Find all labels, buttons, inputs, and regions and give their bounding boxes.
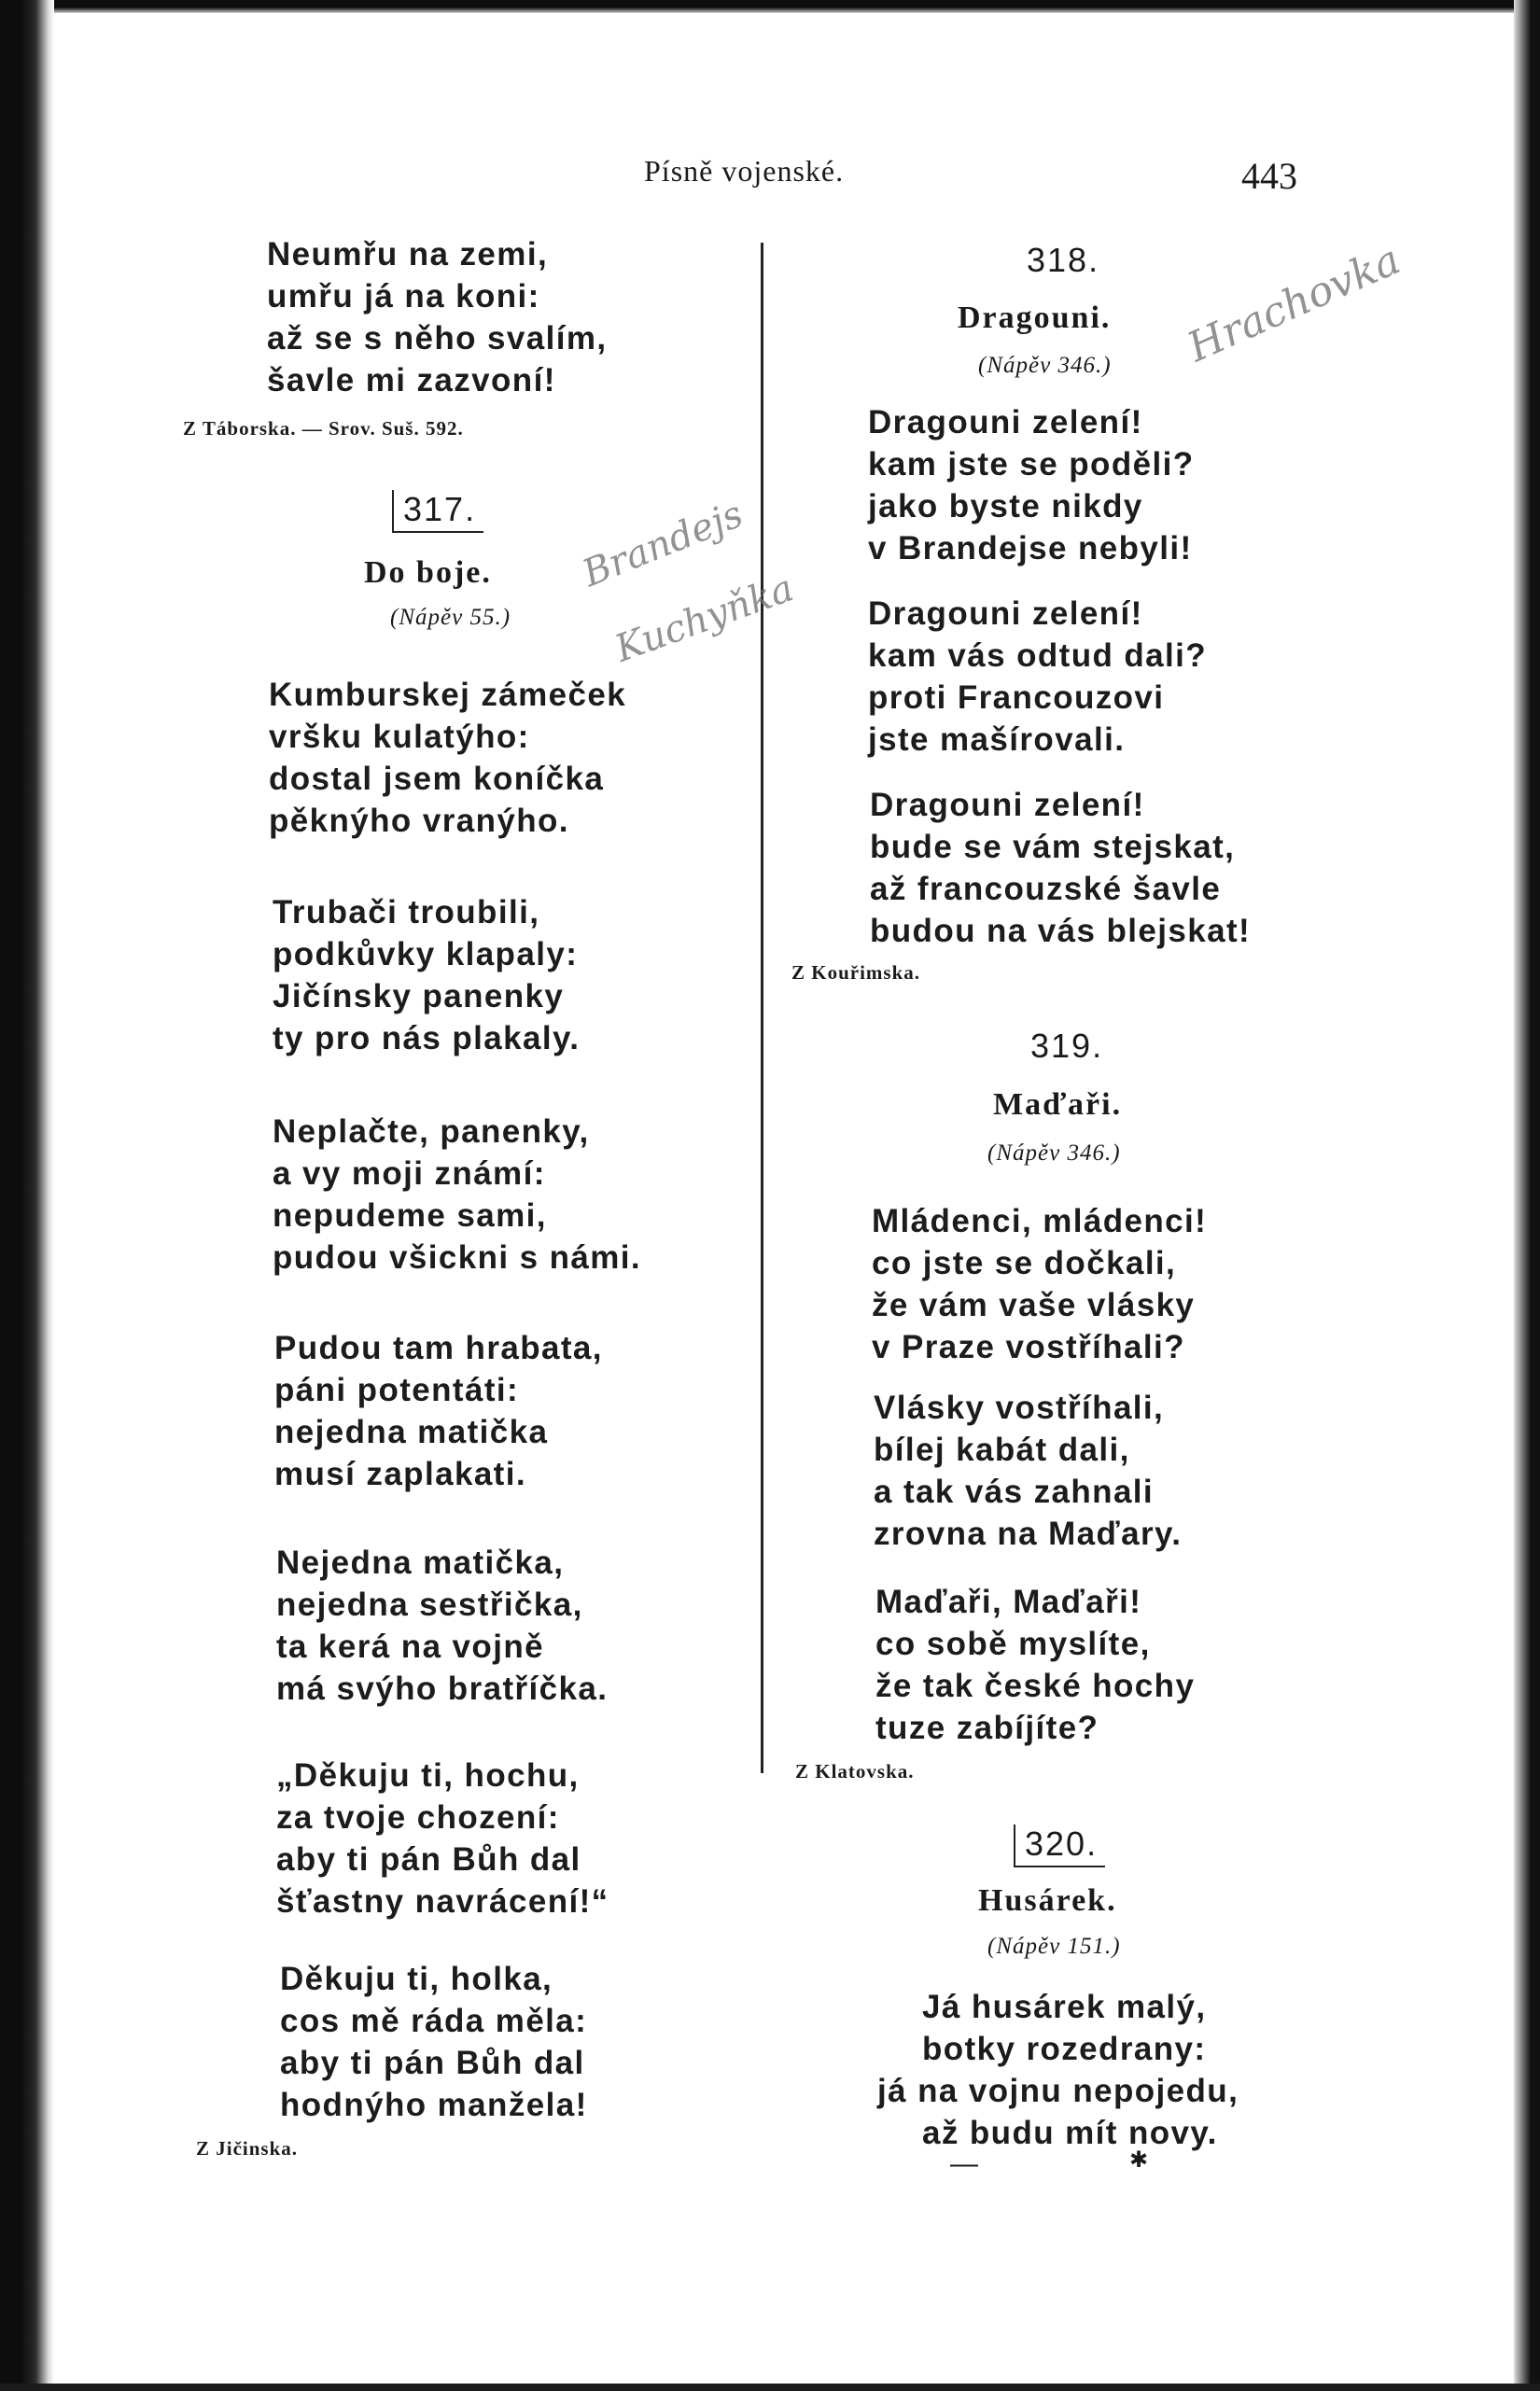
verse-line: musí zaplakati.: [274, 1456, 526, 1492]
verse-line: aby ti pán Bůh dal: [276, 1841, 581, 1878]
verse-line: já na vojnu nepojedu,: [877, 2073, 1239, 2109]
running-header: Písně vojenské.: [644, 154, 845, 188]
song-number-319: 319.: [1030, 1027, 1104, 1065]
source-note: Z Táborska. — Srov. Suš. 592.: [183, 417, 464, 440]
pencil-annotation: Hrachovka: [1181, 235, 1407, 372]
verse-line: nepudeme sami,: [273, 1197, 547, 1234]
verse-line: podkůvky klapaly:: [273, 936, 579, 972]
verse-line: bílej kabát dali,: [874, 1432, 1130, 1468]
verse-line: Mládenci, mládenci!: [872, 1203, 1208, 1239]
source-note: Z Klatovska.: [795, 1760, 915, 1783]
song-number-320: 320.: [1014, 1825, 1105, 1867]
verse-line: budou na vás blejskat!: [870, 913, 1252, 949]
stanza-317-4: [274, 1327, 603, 1495]
left-stanza-top: [267, 233, 608, 401]
verse-line: Neplačte, panenky,: [273, 1113, 590, 1150]
tune-ref-320: (Nápěv 151.): [987, 1934, 1121, 1959]
verse-line: kam vás odtud dali?: [868, 637, 1208, 674]
verse-line: umřu já na koni:: [267, 278, 540, 315]
verse-line: až se s něho svalím,: [267, 320, 608, 357]
verse-line: že vám vaše vlásky: [872, 1287, 1196, 1323]
stanza-319-1: [872, 1200, 1207, 1368]
verse-line: šťastny navrácení!“: [276, 1883, 609, 1920]
end-asterisk: ✱: [1129, 2147, 1149, 2173]
stanza-317-5: [276, 1542, 608, 1710]
song-number-317: 317.: [392, 490, 483, 533]
stanza-320-1: [877, 1986, 1239, 2154]
verse-line: hodnýho manžela!: [280, 2087, 588, 2123]
verse-line: bude se vám stejskat,: [870, 829, 1236, 865]
verse-line: cos mě ráda měla:: [280, 2003, 588, 2039]
stanza-317-7: [280, 1958, 588, 2126]
verse-line: a vy moji známí:: [273, 1155, 546, 1192]
source-note: Z Jičinska.: [196, 2137, 299, 2160]
tune-ref-317: (Nápěv 55.): [390, 605, 511, 630]
verse-line: šavle mi zazvoní!: [267, 362, 556, 398]
verse-line: Pudou tam hrabata,: [274, 1330, 603, 1366]
column-divider: [761, 243, 763, 1773]
verse-line: „Děkuju ti, hochu,: [276, 1757, 580, 1794]
verse-line: dostal jsem koníčka: [269, 761, 605, 797]
pencil-annotation: Kuchyňka: [609, 566, 800, 671]
verse-line: Dragouni zelení!: [868, 595, 1143, 632]
verse-line: pěknýho vranýho.: [269, 803, 569, 839]
verse-line: Vlásky vostříhali,: [874, 1390, 1165, 1426]
stanza-319-2: [874, 1387, 1182, 1555]
source-note: Z Kouřimska.: [791, 961, 921, 984]
verse-line: že tak české hochy: [875, 1668, 1196, 1704]
verse-line: Děkuju ti, holka,: [280, 1961, 553, 1997]
scan-border-top: [0, 0, 1540, 13]
scan-border-bottom: [0, 2384, 1540, 2391]
verse-line: Nejedna matička,: [276, 1545, 565, 1581]
verse-line: jako byste nikdy: [868, 488, 1143, 524]
verse-line: tuze zabíjíte?: [875, 1710, 1099, 1746]
verse-line: za tvoje chození:: [276, 1799, 560, 1836]
stanza-317-2: [273, 891, 580, 1059]
verse-line: Kumburskej zámeček: [269, 677, 627, 713]
stanza-317-1: [269, 674, 626, 842]
verse-line: pudou všickni s námi.: [273, 1239, 642, 1276]
stanza-318-2: [868, 593, 1207, 761]
verse-line: nejedna matička: [274, 1414, 549, 1450]
stanza-318-1: [868, 401, 1195, 569]
verse-line: ta kerá na vojně: [276, 1629, 544, 1665]
verse-line: co sobě myslíte,: [875, 1626, 1151, 1662]
verse-line: Neumřu na zemi,: [267, 236, 549, 273]
verse-line: proti Francouzovi: [868, 679, 1165, 716]
verse-line: v Praze vostříhali?: [872, 1329, 1185, 1365]
verse-line: co jste se dočkali,: [872, 1245, 1177, 1281]
tune-ref-318: (Nápěv 346.): [978, 353, 1112, 378]
song-number-318: 318.: [1027, 241, 1100, 279]
pencil-annotation: Brandejs: [576, 492, 749, 596]
verse-line: Dragouni zelení!: [868, 404, 1143, 440]
song-title-320: Husárek.: [978, 1883, 1117, 1918]
verse-line: Dragouni zelení!: [870, 787, 1145, 823]
page-number: 443: [1241, 155, 1297, 197]
song-title-318: Dragouni.: [958, 301, 1112, 335]
verse-line: Jičínsky panenky: [273, 978, 565, 1014]
verse-line: ty pro nás plakaly.: [273, 1020, 581, 1056]
verse-line: páni potentáti:: [274, 1372, 520, 1408]
verse-line: Maďaři, Maďaři!: [875, 1584, 1142, 1620]
verse-line: má svýho bratříčka.: [276, 1671, 609, 1707]
song-title-317: Do boje.: [364, 555, 492, 590]
verse-line: jste mašírovali.: [868, 721, 1126, 758]
verse-line: kam jste se poděli?: [868, 446, 1195, 482]
verse-line: zrovna na Maďary.: [874, 1516, 1183, 1552]
verse-line: nejedna sestřička,: [276, 1587, 583, 1623]
verse-line: až budu mít novy.: [922, 2115, 1218, 2151]
song-title-319: Maďaři.: [993, 1087, 1123, 1122]
stanza-319-3: [875, 1581, 1195, 1749]
verse-line: až francouzské šavle: [870, 871, 1222, 907]
verse-line: aby ti pán Bůh dal: [280, 2045, 585, 2081]
stanza-317-6: [276, 1755, 609, 1923]
verse-line: vršku kulatýho:: [269, 719, 530, 755]
verse-line: botky rozedrany:: [922, 2031, 1207, 2067]
scan-border-left: [0, 0, 54, 2391]
verse-line: v Brandejse nebyli!: [868, 530, 1193, 566]
stanza-317-3: [273, 1111, 641, 1279]
scan-border-right: [1514, 0, 1540, 2391]
verse-line: Já husárek malý,: [922, 1989, 1207, 2025]
verse-line: a tak vás zahnali: [874, 1474, 1155, 1510]
stanza-318-3: [870, 784, 1251, 952]
end-dash: —: [950, 2148, 978, 2179]
tune-ref-319: (Nápěv 346.): [987, 1140, 1121, 1166]
verse-line: Trubači troubili,: [273, 894, 540, 930]
